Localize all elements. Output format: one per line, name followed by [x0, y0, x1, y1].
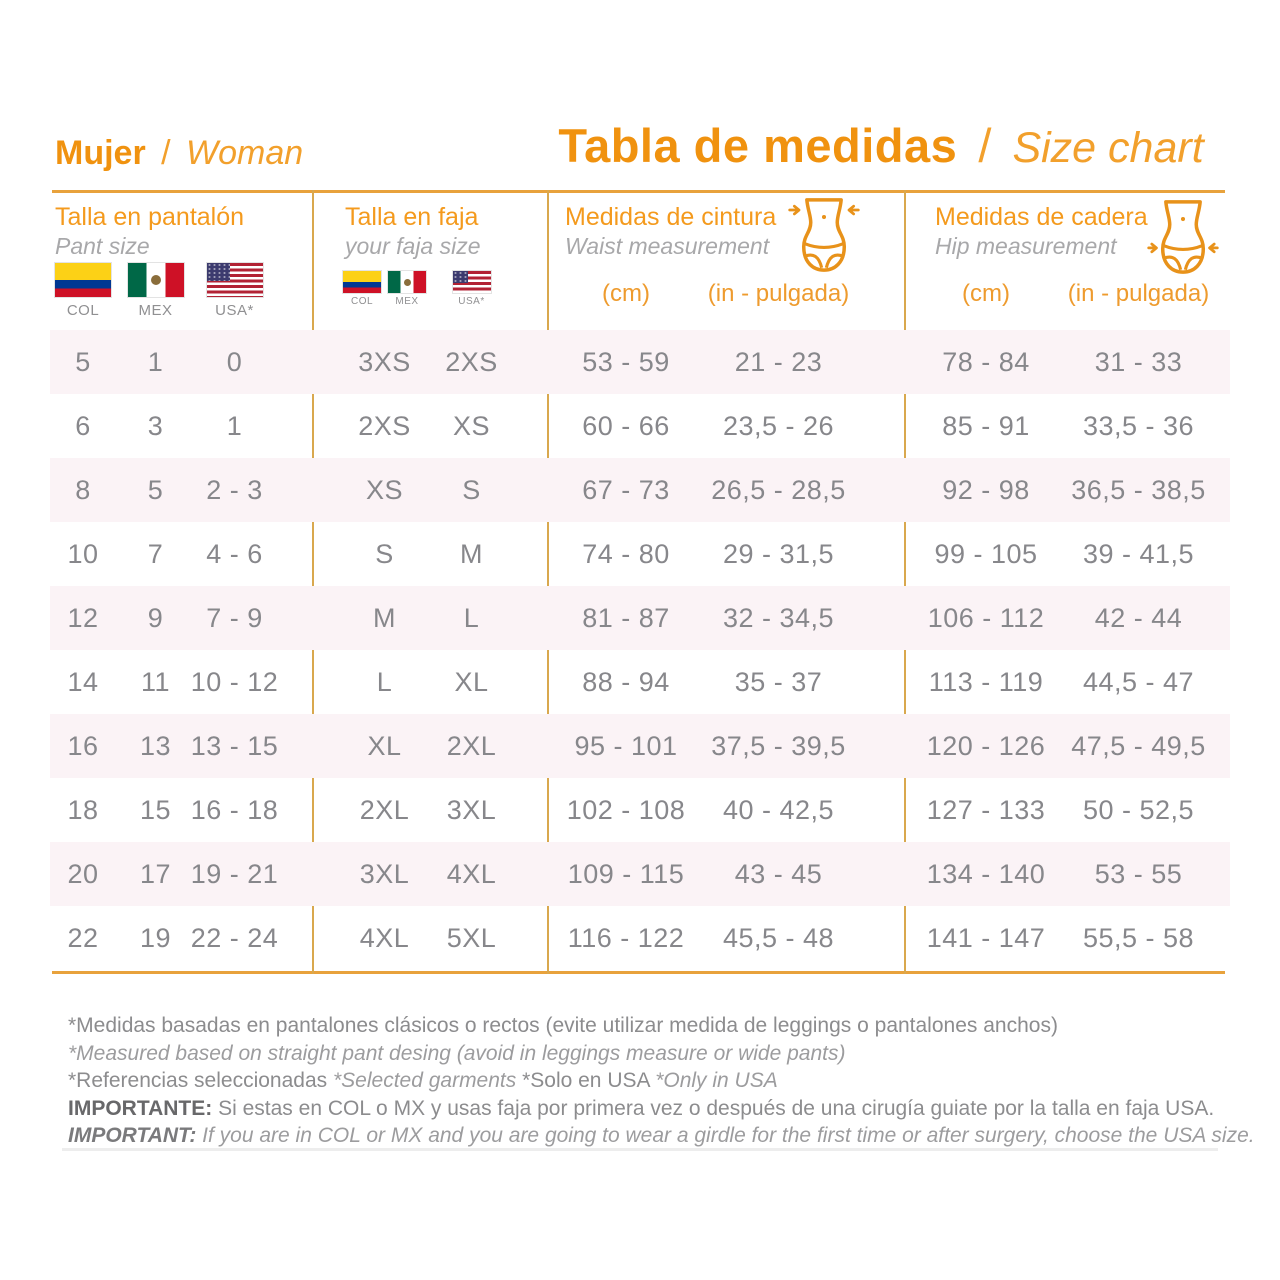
pant-value: 2 - 3 [206, 474, 263, 505]
pant-value: 5 [147, 474, 164, 505]
mexico-flag-icon [127, 262, 185, 298]
main-title-es: Tabla de medidas [558, 119, 958, 172]
waist-subtitle: Waist measurement [565, 233, 770, 259]
waist-cell-group [547, 906, 905, 970]
waist-value: 43 - 45 [734, 858, 823, 889]
hip-value: 55,5 - 58 [1082, 922, 1195, 953]
hip-cell-group [905, 906, 1230, 970]
hip-cell-group [905, 586, 1230, 650]
waist-cell-group [547, 842, 905, 906]
footnote-segment: If you are in COL or MX and you are going to wear a girdle for the first time or after surgery, choose the USA size. [196, 1124, 1255, 1147]
waist-cell-group [547, 394, 905, 458]
waist-cell-group [547, 330, 905, 394]
hip-cm-label: (cm) [962, 280, 1010, 307]
faja-value: 2XS [358, 410, 411, 441]
faja-cell-group [312, 330, 547, 394]
footnote-segment: *Measured based on straight pant desing (avoid in leggings measure or wide pants) [68, 1041, 846, 1065]
pant-value: 3 [147, 410, 164, 441]
waist-value: 116 - 122 [567, 922, 685, 953]
pant-cell-group [50, 522, 312, 586]
pant-value: 4 - 6 [206, 538, 263, 569]
pant-value: 1 [147, 346, 164, 377]
faja-value: XS [452, 410, 491, 441]
faja-value: 3XS [358, 346, 411, 377]
pant-value: 12 [67, 602, 99, 633]
hip-cell-group [905, 394, 1230, 458]
pant-cell-group [50, 330, 312, 394]
waist-value: 40 - 42,5 [722, 794, 835, 825]
mexico-flag-icon [387, 270, 427, 294]
page-title [545, 118, 1217, 173]
hip-value: 44,5 - 47 [1082, 666, 1195, 697]
footnote-line [68, 1067, 1255, 1095]
faja-value: 2XL [359, 794, 410, 825]
faja-value: L [376, 666, 393, 697]
pant-value: 19 - 21 [190, 858, 279, 889]
waist-cell-group [547, 522, 905, 586]
waist-value: 37,5 - 39,5 [711, 730, 846, 761]
faja-cell-group [312, 586, 547, 650]
waist-value: 88 - 94 [582, 666, 670, 697]
pant-cell-group [50, 906, 312, 970]
footnote-segment: *Solo en USA [522, 1069, 656, 1092]
hip-cell-group [905, 650, 1230, 714]
hip-value: 99 - 105 [934, 538, 1038, 569]
pant-value: 18 [67, 794, 99, 825]
faja-flag-row [312, 270, 576, 307]
hip-cell-group [905, 522, 1230, 586]
hip-inch-label: (in - pulgada) [1067, 280, 1210, 307]
table-row [50, 714, 1230, 778]
waist-value: 23,5 - 26 [722, 410, 835, 441]
hip-cell-group [905, 714, 1230, 778]
hip-value: 85 - 91 [942, 410, 1030, 441]
table-row [50, 778, 1230, 842]
waist-measurement-icon [788, 196, 860, 274]
waist-value: 60 - 66 [582, 410, 670, 441]
colombia-flag-icon [54, 262, 112, 298]
flag-label: USA* [215, 302, 254, 319]
pant-cell-group [50, 842, 312, 906]
waist-cell-group [547, 586, 905, 650]
faja-value: S [375, 538, 394, 569]
footnote-line [68, 1095, 1255, 1123]
hip-value: 36,5 - 38,5 [1071, 474, 1206, 505]
pant-value: 8 [75, 474, 91, 505]
faja-value: 2XL [446, 730, 497, 761]
pant-size-title: Talla en pantalón [55, 203, 245, 231]
faja-value: 4XL [359, 922, 410, 953]
pant-value: 20 [67, 858, 99, 889]
footnote-segment: IMPORTANTE: [68, 1096, 213, 1120]
faja-cell-group [312, 394, 547, 458]
table-top-rule [52, 190, 1225, 193]
pant-value: 13 [139, 730, 172, 761]
pant-value: 22 [67, 922, 99, 953]
waist-value: 21 - 23 [734, 346, 823, 377]
faja-cell-group [312, 522, 547, 586]
faja-cell-group [312, 778, 547, 842]
hip-value: 134 - 140 [926, 858, 1046, 889]
waist-value: 74 - 80 [582, 538, 670, 569]
pant-value: 10 [67, 538, 99, 569]
faja-cell-group [312, 906, 547, 970]
pant-value: 19 [139, 922, 172, 953]
table-bottom-rule [52, 971, 1225, 974]
faja-value: M [373, 602, 396, 633]
faja-value: S [462, 474, 481, 505]
hip-units-row [905, 280, 1230, 308]
faja-size-title: Talla en faja [345, 203, 479, 231]
pant-cell-group [50, 394, 312, 458]
hip-value: 106 - 112 [927, 602, 1045, 633]
faja-value: 5XL [446, 922, 497, 953]
pant-value: 6 [75, 410, 91, 441]
hip-value: 120 - 126 [926, 730, 1046, 761]
waist-cell-group [547, 650, 905, 714]
pant-size-subtitle: Pant size [55, 233, 150, 259]
footnote-segment: *Only in USA [655, 1069, 778, 1092]
hip-measurement-icon [1147, 198, 1219, 276]
hip-value: 53 - 55 [1094, 858, 1183, 889]
waist-title: Medidas de cintura [565, 203, 777, 231]
table-row [50, 650, 1230, 714]
hip-value: 47,5 - 49,5 [1071, 730, 1206, 761]
hip-value: 31 - 33 [1094, 346, 1183, 377]
faja-value: 3XL [359, 858, 410, 889]
hip-value: 141 - 147 [926, 922, 1046, 953]
waist-value: 95 - 101 [574, 730, 678, 761]
hip-value: 50 - 52,5 [1082, 794, 1195, 825]
pant-value: 22 - 24 [190, 922, 279, 953]
column-header-pant-size [55, 202, 244, 260]
hip-value: 113 - 119 [928, 666, 1044, 697]
pant-cell-group [50, 458, 312, 522]
waist-cm-label: (cm) [602, 280, 650, 307]
waist-cell-group [547, 458, 905, 522]
main-title-separator: / [978, 119, 992, 172]
hip-value: 39 - 41,5 [1082, 538, 1195, 569]
faja-value: XL [454, 666, 489, 697]
pant-value: 13 - 15 [190, 730, 279, 761]
faja-cell-group [312, 842, 547, 906]
pant-cell-group [50, 778, 312, 842]
size-table-body [50, 330, 1230, 970]
waist-value: 67 - 73 [582, 474, 670, 505]
pant-cell-group [50, 586, 312, 650]
faja-value: XL [367, 730, 402, 761]
waist-value: 45,5 - 48 [722, 922, 835, 953]
waist-cell-group [547, 778, 905, 842]
table-row [50, 906, 1230, 970]
table-row [50, 586, 1230, 650]
table-row [50, 330, 1230, 394]
faja-value: 4XL [446, 858, 497, 889]
pant-value: 7 [147, 538, 164, 569]
pant-flag-row [50, 262, 312, 319]
left-title-es: Mujer [55, 134, 146, 172]
footnotes [68, 1012, 1255, 1150]
waist-value: 26,5 - 28,5 [711, 474, 846, 505]
waist-value: 102 - 108 [566, 794, 686, 825]
flag-label: COL [350, 296, 374, 307]
pant-value: 16 [67, 730, 99, 761]
waist-value: 53 - 59 [582, 346, 670, 377]
pant-value: 9 [147, 602, 164, 633]
footnote-segment: Si estas en COL o MX y usas faja por primera vez o después de una cirugía guiate por la talla en faja USA. [212, 1096, 1215, 1120]
pant-value: 5 [75, 346, 91, 377]
hip-value: 42 - 44 [1094, 602, 1183, 633]
footnote-line [68, 1122, 1255, 1150]
footnote-segment: *Selected garments [332, 1069, 523, 1092]
footnote-segment: IMPORTANT: [68, 1124, 197, 1147]
waist-inch-label: (in - pulgada) [707, 280, 850, 307]
flag-label: MEX [138, 302, 173, 319]
hip-title: Medidas de cadera [935, 203, 1148, 231]
table-row [50, 458, 1230, 522]
colombia-flag-icon [342, 270, 382, 294]
waist-cell-group [547, 714, 905, 778]
waist-value: 109 - 115 [567, 858, 685, 889]
usa-flag-icon [206, 262, 264, 298]
pant-value: 15 [139, 794, 172, 825]
waist-units-row [547, 280, 905, 308]
footnote-line [68, 1012, 1255, 1040]
waist-value: 81 - 87 [582, 602, 670, 633]
hip-cell-group [905, 778, 1230, 842]
pant-cell-group [50, 714, 312, 778]
pant-value: 17 [139, 858, 172, 889]
waist-value: 32 - 34,5 [722, 602, 835, 633]
left-title-en: Woman [186, 134, 304, 172]
footnote-segment: *Referencias seleccionadas [68, 1069, 333, 1092]
main-title-en: Size chart [1012, 124, 1204, 172]
faja-cell-group [312, 458, 547, 522]
hip-value: 92 - 98 [942, 474, 1030, 505]
flag-label: COL [66, 302, 100, 319]
pant-value: 14 [67, 666, 99, 697]
waist-value: 35 - 37 [734, 666, 823, 697]
hip-value: 127 - 133 [926, 794, 1046, 825]
flag-label: USA* [458, 296, 485, 307]
hip-cell-group [905, 330, 1230, 394]
faja-cell-group [312, 714, 547, 778]
pant-value: 10 - 12 [190, 666, 279, 697]
pant-cell-group [50, 650, 312, 714]
table-row [50, 394, 1230, 458]
faja-cell-group [312, 650, 547, 714]
hip-cell-group [905, 458, 1230, 522]
pant-value: 7 - 9 [206, 602, 263, 633]
column-header-waist [565, 202, 776, 260]
left-title-separator: / [161, 134, 171, 172]
footnote-line [68, 1040, 1255, 1068]
hip-value: 33,5 - 36 [1082, 410, 1195, 441]
hip-subtitle: Hip measurement [935, 233, 1117, 259]
pant-value: 11 [140, 666, 171, 697]
pant-value: 0 [226, 346, 243, 377]
faja-value: XS [365, 474, 404, 505]
column-header-faja-size [345, 202, 481, 260]
table-row [50, 842, 1230, 906]
faja-value: 3XL [446, 794, 497, 825]
hip-cell-group [905, 842, 1230, 906]
pant-value: 16 - 18 [190, 794, 279, 825]
waist-value: 29 - 31,5 [722, 538, 835, 569]
faja-value: L [463, 602, 480, 633]
flag-label: MEX [395, 296, 419, 307]
hip-value: 78 - 84 [942, 346, 1030, 377]
usa-flag-icon [452, 270, 492, 294]
faja-size-subtitle: your faja size [345, 233, 481, 259]
footnote-segment: *Medidas basadas en pantalones clásicos o rectos (evite utilizar medida de leggings o pantalones anchos) [68, 1014, 1058, 1037]
faja-value: M [460, 538, 483, 569]
column-header-hip [935, 202, 1148, 260]
page-subtitle [55, 134, 303, 173]
pant-value: 1 [226, 410, 243, 441]
table-row [50, 522, 1230, 586]
faja-value: 2XS [445, 346, 498, 377]
